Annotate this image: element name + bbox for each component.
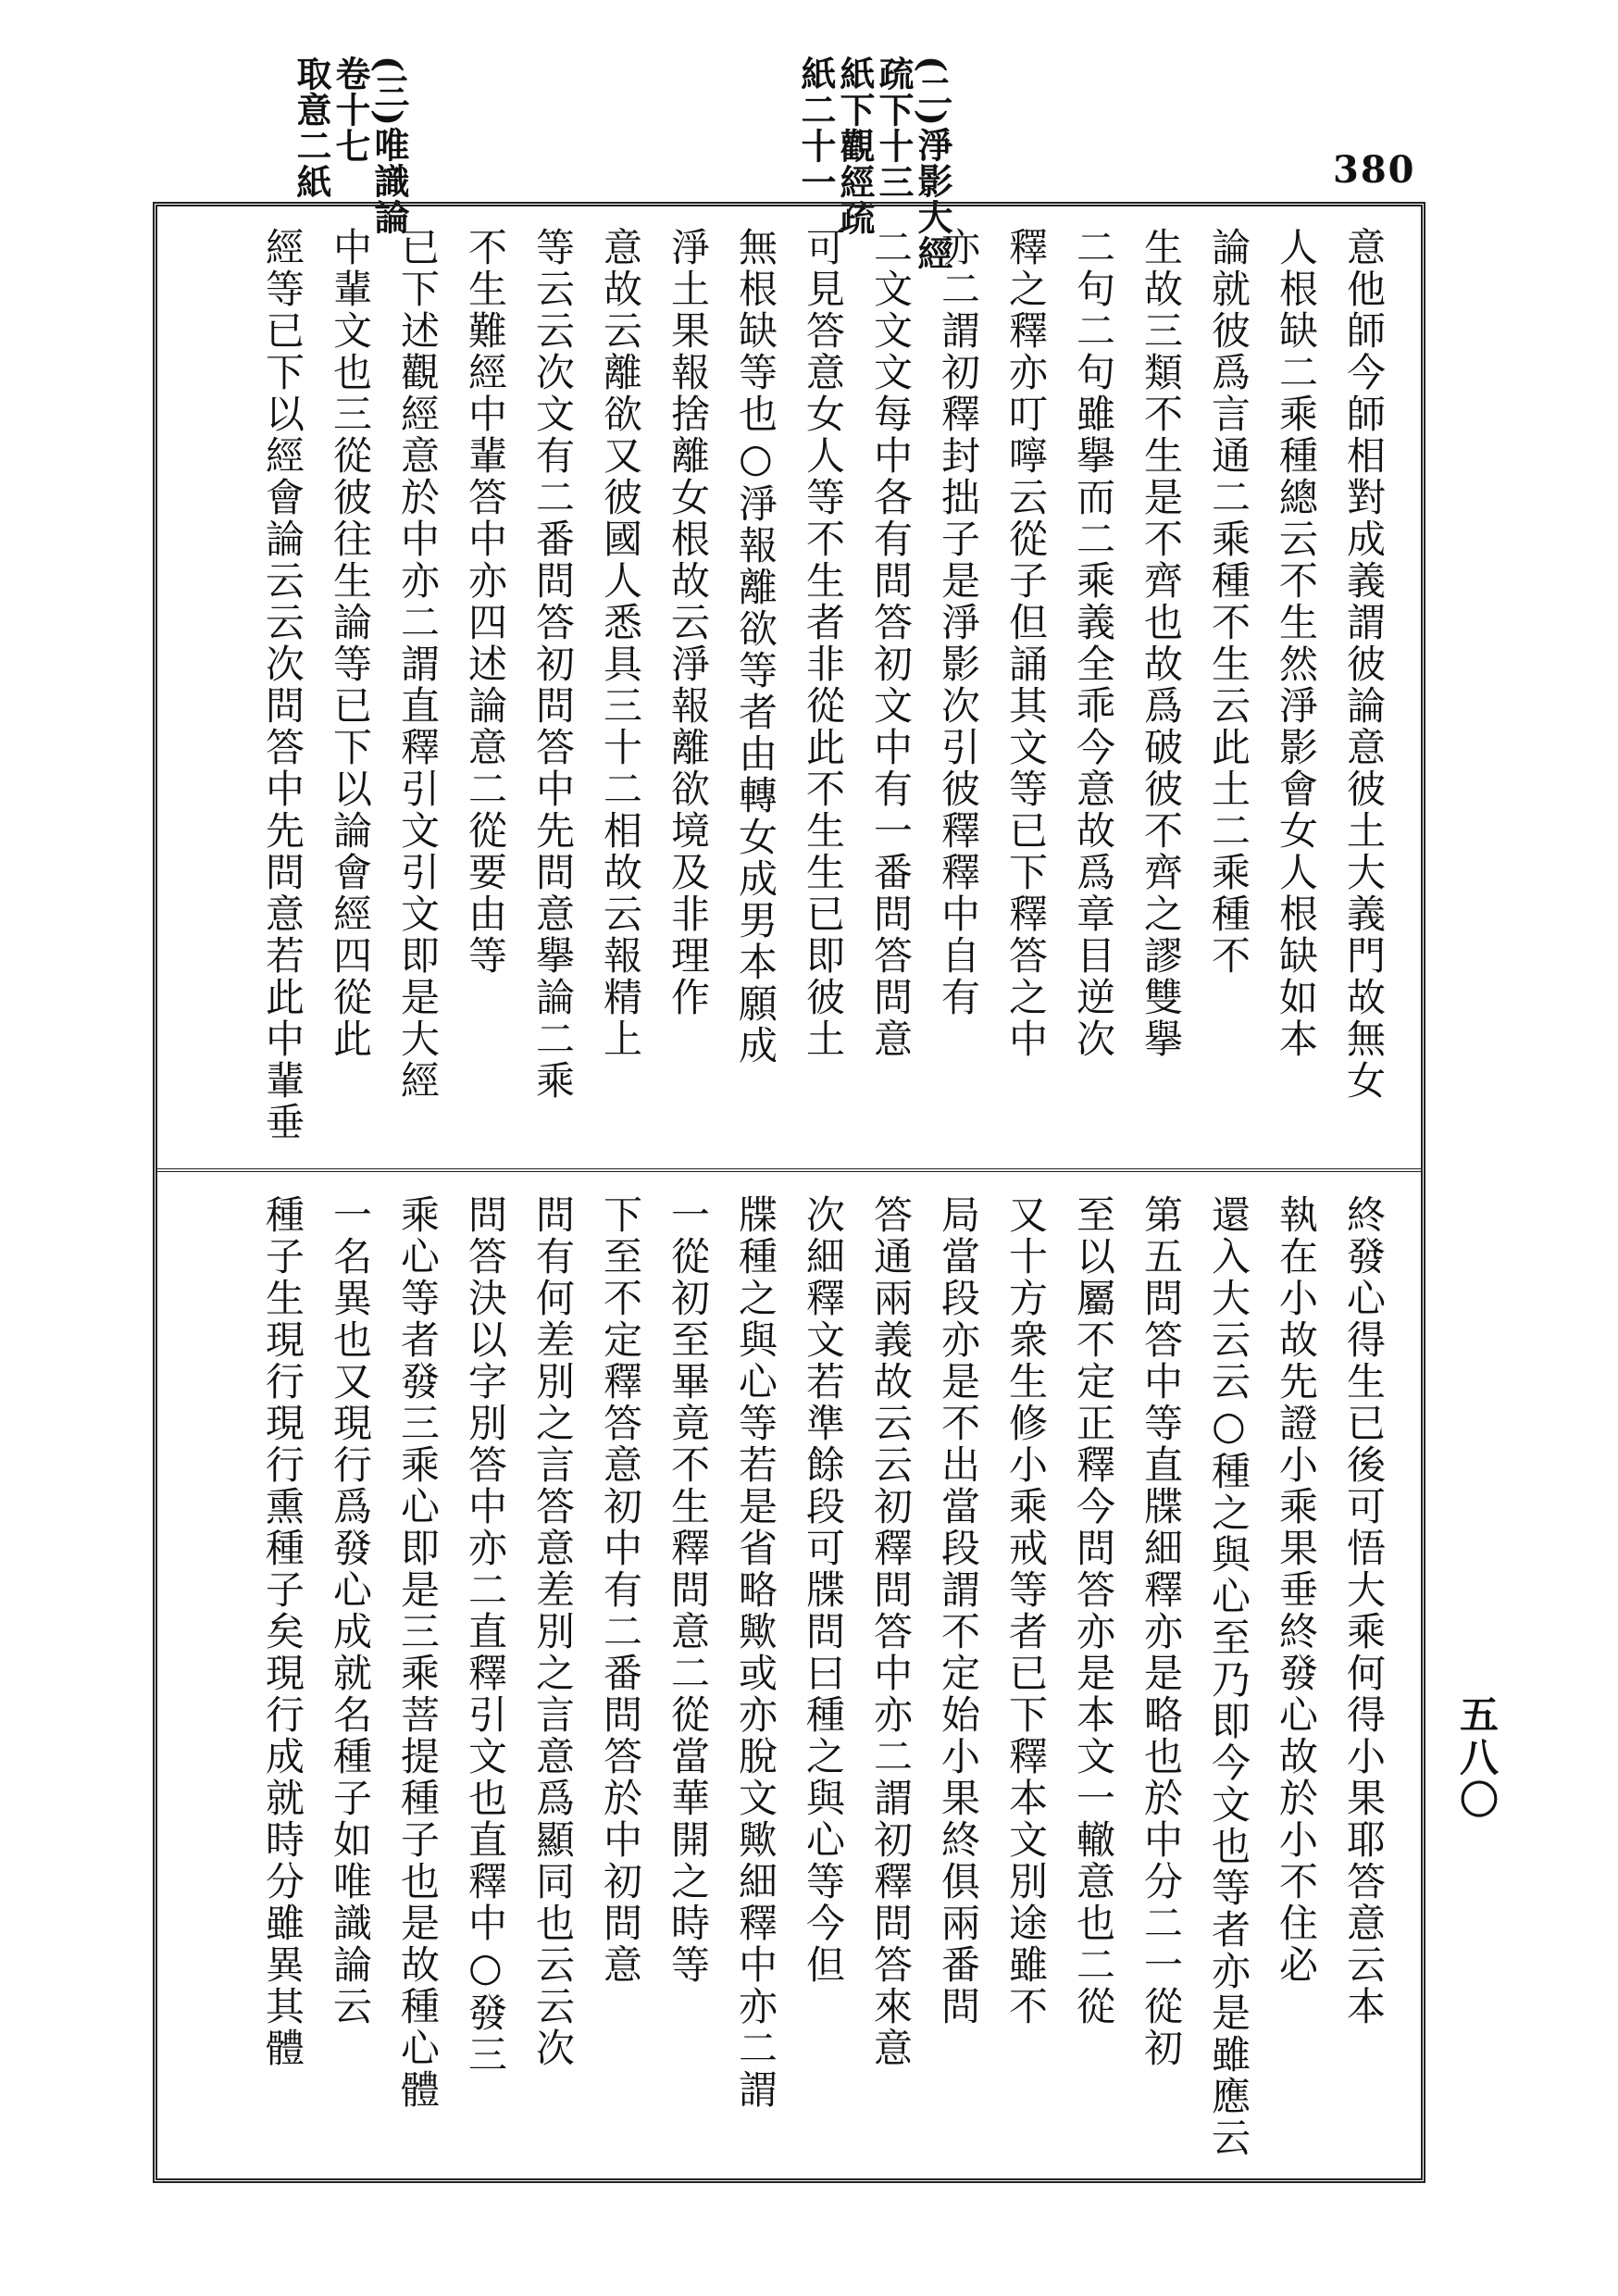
text-column: 一名異也又現行爲發心成就名種子如唯識論云 <box>328 1194 373 2028</box>
text-column: 還入大云云○種之與心至乃即今文也等者亦是雖應云 <box>1206 1194 1251 2159</box>
text-column: 論就彼爲言通二乘種不生云此土二乘種不 <box>1206 227 1251 977</box>
text-column: 二文文文每中各有問答初文中有一番問答問意 <box>868 227 914 1060</box>
header-note: 紙二十一 <box>795 56 837 200</box>
text-column: 已下述觀經意於中亦二謂直釋引文引文即是大經 <box>395 227 441 1102</box>
text-column: 種子生現行現行熏種子矣現行成就時分雖異其體 <box>260 1194 305 2069</box>
text-column: 又十方衆生修小乘戒等者已下釋本文別途雖不 <box>1003 1194 1049 2028</box>
panel-divider <box>157 1168 1421 1172</box>
text-column: 乘心等者發三乘心即是三乘菩提種子也是故種心體 <box>395 1194 441 2111</box>
text-column: 終發心得生已後可悟大乘何得小果耶答意云本 <box>1341 1194 1387 2028</box>
header-note: (二)淨影大經 <box>912 56 953 271</box>
side-page-number: 五八〇 <box>1454 1694 1500 1822</box>
text-column: 中輩文也三從彼往生論等已下以論會經四從此 <box>328 227 373 1060</box>
header-note: 取意二紙 <box>291 56 332 200</box>
text-column: 等云云次文有二番問答初問答中先問意擧論二乘 <box>530 227 576 1102</box>
text-panel-top <box>190 227 1398 1143</box>
text-column: 意他師今師相對成義謂彼論意彼土大義門故無女 <box>1341 227 1387 1102</box>
header-note: 紙下觀經疏 <box>834 56 876 236</box>
text-column: 次細釋文若準餘段可牒問曰種之與心等今但 <box>801 1194 846 1986</box>
text-column: 問有何差別之言答意差別之言意爲顯同也云云次 <box>530 1194 576 2069</box>
text-column: 意故云離欲又彼國人悉具三十二相故云報精上 <box>598 227 643 1060</box>
text-column: 下至不定釋答意初中有二番問答於中初問意 <box>598 1194 643 1986</box>
page-number: 380 <box>1333 148 1416 192</box>
text-column: 不生難經中輩答中亦四述論意二從要由等 <box>463 227 508 977</box>
text-column: 牒種之與心等若是省略歟或亦脫文歟細釋中亦二謂 <box>733 1194 778 2111</box>
text-column: 釋之釋亦叮嚀云從子但誦其文等已下釋答之中 <box>1003 227 1049 1060</box>
text-panel-bottom <box>190 1194 1398 2166</box>
text-column: 可見答意女人等不生者非從此不生生已即彼土 <box>801 227 846 1060</box>
text-column: 生故三類不生是不齊也故爲破彼不齊之謬雙擧 <box>1139 227 1184 1060</box>
header-note: 疏下十三 <box>873 56 915 200</box>
header-note: 卷十七 <box>330 56 371 164</box>
text-column: 一從初至畢竟不生釋問意二從當華開之時等 <box>666 1194 711 1986</box>
text-column: 問答決以字別答中亦二直釋引文也直釋中○發三 <box>463 1194 508 2076</box>
text-column: 至以屬不定正釋今問答亦是本文一轍意也二從 <box>1071 1194 1116 2028</box>
text-column: 答通兩義故云云初釋問答中亦二謂初釋問答來意 <box>868 1194 914 2069</box>
text-column: 經等已下以經會論云云次問答中先問意若此中輩垂 <box>260 227 305 1143</box>
header-note: (三)唯識論 <box>368 56 410 235</box>
text-column: 淨土果報捨離女根故云淨報離欲境及非理作 <box>666 227 711 1018</box>
text-column: 二句二句雖擧而二乘義全乖今意故爲章目逆次 <box>1071 227 1116 1060</box>
text-column: 人根缺二乘種總云不生然淨影會女人根缺如本 <box>1274 227 1319 1060</box>
text-column: 局當段亦是不出當段謂不定始小果終俱兩番問 <box>936 1194 981 2028</box>
text-column: 亦二謂初釋封拙子是淨影次引彼釋釋中自有 <box>936 227 981 1018</box>
text-column: 第五問答中等直牒細釋亦是略也於中分二一從初 <box>1139 1194 1184 2069</box>
text-column: 無根缺等也○淨報離欲等者由轉女成男本願成 <box>733 227 778 1067</box>
text-column: 執在小故先證小乘果垂終發心故於小不住必 <box>1274 1194 1319 1986</box>
